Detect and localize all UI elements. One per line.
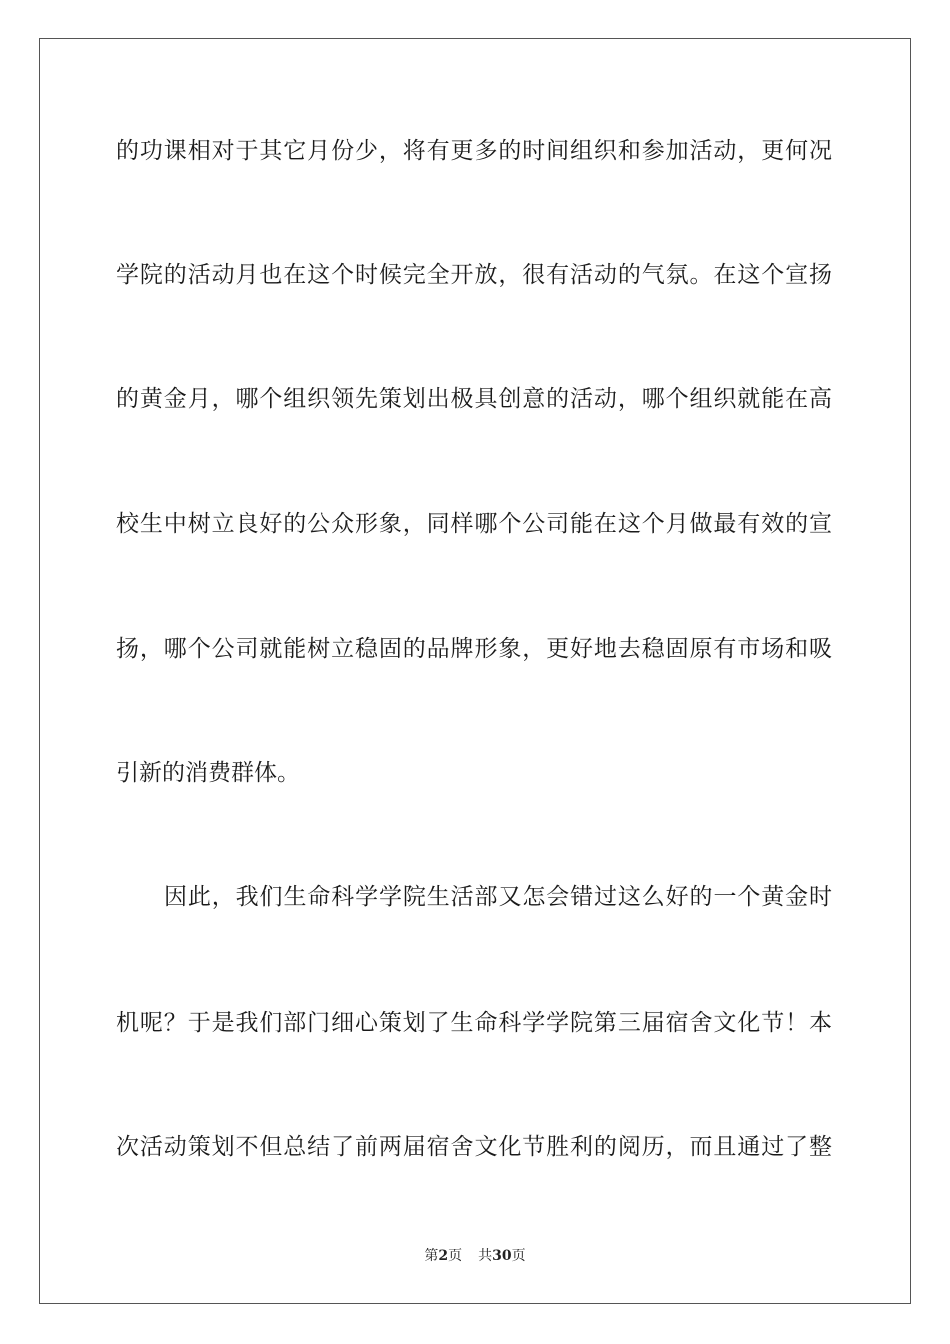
paragraph-line-3: 的黄金月，哪个组织领先策划出极具创意的活动，哪个组织就能在高 [116,386,832,412]
paragraph-line-4: 校生中树立良好的公众形象，同样哪个公司能在这个月做最有效的宣 [116,511,832,537]
paragraph-line-1: 的功课相对于其它月份少，将有更多的时间组织和参加活动，更何况 [116,138,832,164]
page-footer [0,1246,950,1266]
paragraph-line-7: 因此，我们生命科学学院生活部又怎会错过这么好的一个黄金时 [164,884,832,910]
page-prefix: 第 [424,1248,439,1264]
total-suffix: 页 [511,1248,526,1264]
paragraph-line-9: 次活动策划不但总结了前两届宿舍文化节胜利的阅历，而且通过了整 [116,1134,832,1160]
page-suffix: 页 [448,1248,463,1264]
page-total: 30 [492,1248,512,1264]
page-current: 2 [438,1248,449,1264]
paragraph-line-6: 引新的消费群体。 [116,760,300,786]
total-prefix: 共 [478,1248,493,1264]
paragraph-line-2: 学院的活动月也在这个时候完全开放，很有活动的气氛。在这个宣扬 [116,262,832,288]
paragraph-line-5: 扬，哪个公司就能树立稳固的品牌形象，更好地去稳固原有市场和吸 [116,636,832,662]
paragraph-line-8: 机呢？于是我们部门细心策划了生命科学学院第三届宿舍文化节！本 [116,1010,832,1036]
page-frame [39,38,911,1304]
